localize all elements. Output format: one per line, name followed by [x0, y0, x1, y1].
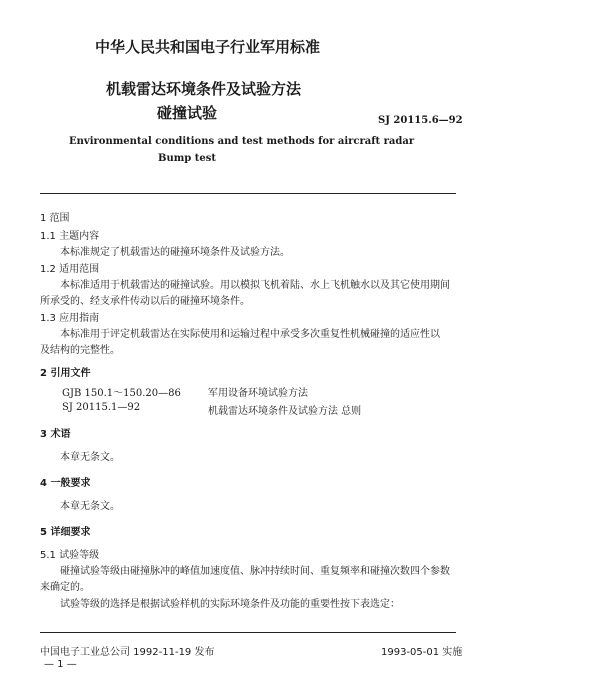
- section-1-1-heading: 1.1 主题内容: [40, 231, 100, 242]
- section-2-heading: 2 引用文件: [40, 368, 91, 379]
- section-3-body: 本章无条文。: [60, 452, 120, 463]
- section-1-2-heading: 1.2 适用范围: [40, 264, 100, 275]
- reference-code: SJ 20115.1—92: [62, 402, 141, 413]
- section-4-body: 本章无条文。: [60, 501, 120, 512]
- section-5-1-heading: 5.1 试验等级: [40, 550, 100, 561]
- section-1-2-body-line2: 所承受的、经支承件传动以后的碰撞环境条件。: [40, 296, 250, 307]
- document-title: 机载雷达环境条件及试验方法: [106, 80, 302, 98]
- standard-number: SJ 20115.6—92: [378, 115, 463, 126]
- header-divider: [40, 193, 456, 194]
- section-5-heading: 5 详细要求: [40, 527, 91, 538]
- section-4-heading: 4 一般要求: [40, 478, 91, 489]
- english-title: Environmental conditions and test methods for aircraft radar: [69, 136, 415, 147]
- section-5-1-body-line3: 试验等级的选择是根据试验样机的实际环境条件及功能的重要性按下表选定：: [60, 599, 400, 610]
- effective-date: 1993-05-01 实施: [381, 647, 463, 658]
- section-1-3-heading: 1.3 应用指南: [40, 313, 100, 324]
- reference-title: 军用设备环境试验方法: [208, 388, 308, 399]
- section-5-1-body-line1: 碰撞试验等级由碰撞脉冲的峰值加速度值、脉冲持续时间、重复频率和碰撞次数四个参数: [60, 566, 450, 577]
- issue-date: 中国电子工业总公司 1992-11-19 发布: [40, 647, 215, 658]
- section-1-heading: 1 范围: [40, 213, 70, 224]
- page-number: — 1 —: [44, 659, 77, 670]
- section-1-1-body: 本标准规定了机载雷达的碰撞环境条件及试验方法。: [60, 247, 290, 258]
- section-1-3-body-line2: 及结构的完整性。: [40, 345, 120, 356]
- document-subtitle: 碰撞试验: [157, 104, 218, 122]
- section-5-1-body-line2: 来确定的。: [40, 582, 90, 593]
- footer-divider: [40, 632, 456, 633]
- section-1-2-body-line1: 本标准适用于机载雷达的碰撞试验。用以模拟飞机着陆、水上飞机触水以及其它使用期间: [60, 280, 450, 291]
- section-3-heading: 3 术语: [40, 429, 71, 440]
- reference-code: GJB 150.1～150.20—86: [62, 388, 181, 399]
- standard-category: 中华人民共和国电子行业军用标准: [95, 38, 321, 56]
- section-1-3-body-line1: 本标准用于评定机载雷达在实际使用和运输过程中承受多次重复性机械碰撞的适应性以: [60, 329, 440, 340]
- english-subtitle: Bump test: [158, 153, 217, 164]
- reference-title: 机载雷达环境条件及试验方法 总则: [208, 406, 362, 417]
